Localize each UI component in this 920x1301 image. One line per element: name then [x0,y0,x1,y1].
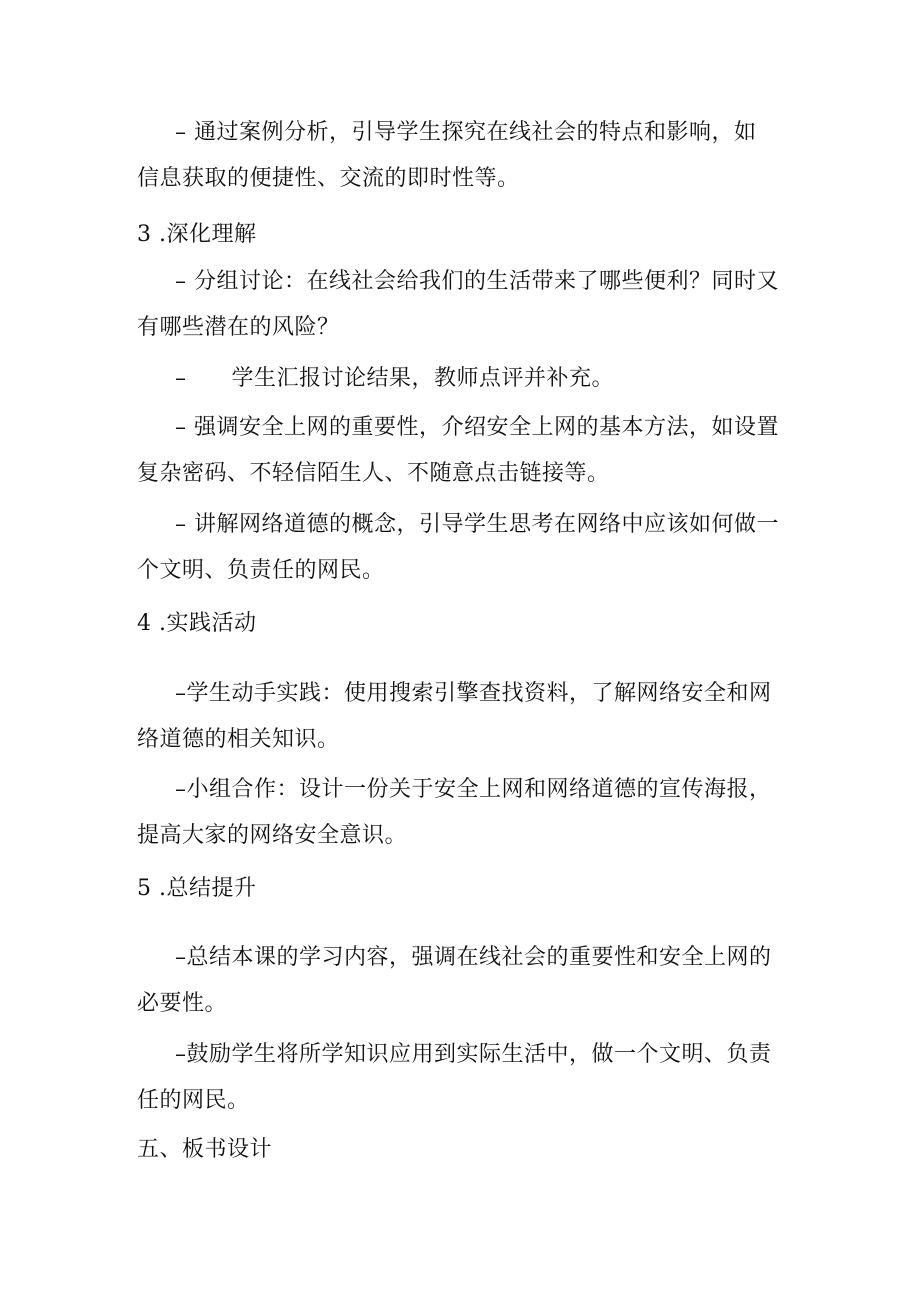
paragraph-line: – 通过案例分析，引导学生探究在线社会的特点和影响，如 [175,120,757,145]
paragraph-line: – 学生汇报讨论结果，教师点评并补充。 [175,366,615,391]
section-heading: 4 .实践活动 [137,611,257,636]
paragraph-line: 络道德的相关知识。 [137,727,340,752]
paragraph-line: –小组合作：设计一份关于安全上网和网络道德的宣传海报， [175,777,772,802]
section-heading: 5 .总结提升 [137,876,257,901]
paragraph-line: 必要性。 [137,991,228,1016]
paragraph-line: – 讲解网络道德的概念，引导学生思考在网络中应该如何做一 [175,512,779,537]
paragraph-line: –学生动手实践：使用搜索引擎查找资料，了解网络安全和网 [175,681,772,706]
section-heading: 3 .深化理解 [137,222,257,247]
paragraph-line: 任的网民。 [137,1088,250,1113]
paragraph-line: 信息获取的便捷性、交流的即时性等。 [137,166,520,191]
paragraph-line: – 强调安全上网的重要性，介绍安全上网的基本方法，如设置 [175,415,779,440]
paragraph-line: 提高大家的网络安全意识。 [137,823,408,848]
paragraph-line: –鼓励学生将所学知识应用到实际生活中，做一个文明、负责 [175,1042,772,1067]
paragraph-line: –总结本课的学习内容，强调在线社会的重要性和安全上网的 [175,945,772,970]
paragraph-line: 有哪些潜在的风险？ [137,315,340,340]
paragraph-line: 个文明、负责任的网民。 [137,558,385,583]
paragraph-line: 复杂密码、不轻信陌生人、不随意点击链接等。 [137,461,610,486]
section-heading: 五、板书设计 [137,1137,273,1162]
paragraph-line: – 分组讨论：在线社会给我们的生活带来了哪些便利？同时又 [175,269,779,294]
